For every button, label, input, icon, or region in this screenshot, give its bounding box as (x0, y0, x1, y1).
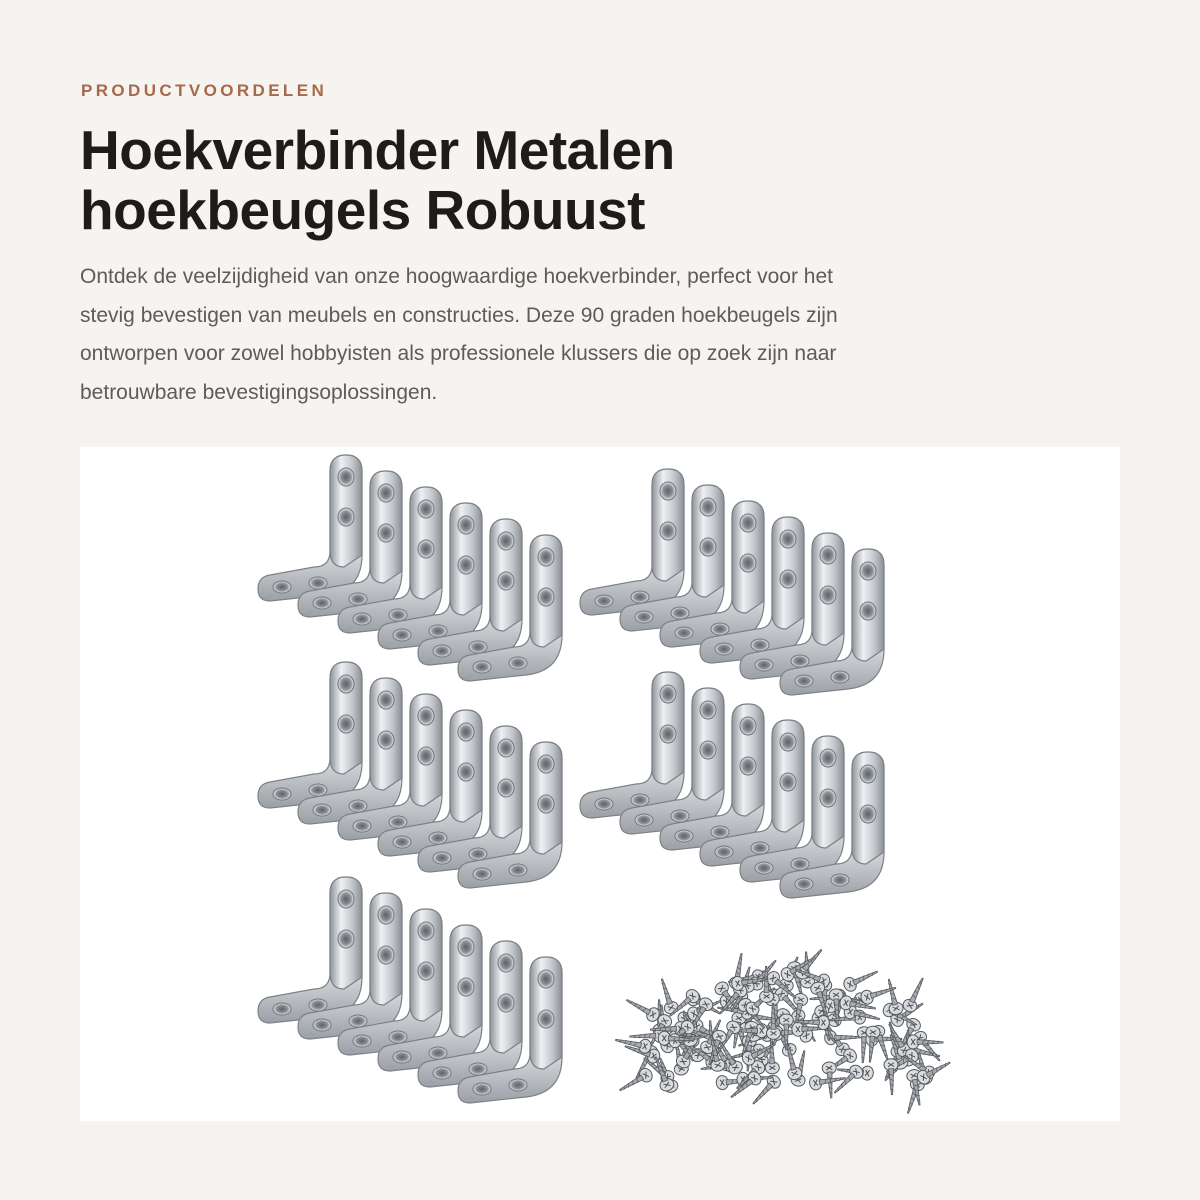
screw (901, 975, 929, 1014)
screw (623, 994, 661, 1024)
product-image (80, 447, 1120, 1121)
corner-bracket (258, 455, 362, 601)
section-eyebrow: PRODUCTVOORDELEN (81, 81, 328, 100)
title-line: Hoekverbinder Metalen (80, 119, 675, 181)
corner-bracket (258, 662, 362, 808)
corner-bracket (580, 672, 684, 818)
bracket-group (258, 877, 562, 1103)
bracket-group (580, 469, 884, 695)
description-line: ontworpen voor zowel hobbyisten als professionele klussers die op zoek zijn naar (80, 342, 837, 365)
description-line: Ontdek de veelzijdigheid van onze hoogwaardige hoekverbinder, perfect voor het (80, 265, 833, 288)
description-line: stevig bevestigen van meubels en constructies. Deze 90 graden hoekbeugels zijn (80, 303, 838, 327)
corner-bracket (580, 469, 684, 615)
bracket-group (580, 672, 884, 898)
screw (842, 965, 881, 993)
description-line: betrouwbare bevestigingsoplossingen. (80, 380, 438, 404)
screw (616, 1066, 654, 1096)
page-title (80, 120, 1080, 240)
product-description (80, 258, 1100, 412)
corner-bracket (258, 877, 362, 1023)
title-line: hoekbeugels Robuust (80, 179, 645, 241)
corner-bracket-set-image (80, 447, 1120, 1121)
bracket-group (258, 455, 562, 681)
bracket-group (258, 662, 562, 888)
screw-pile-image (614, 945, 953, 1115)
